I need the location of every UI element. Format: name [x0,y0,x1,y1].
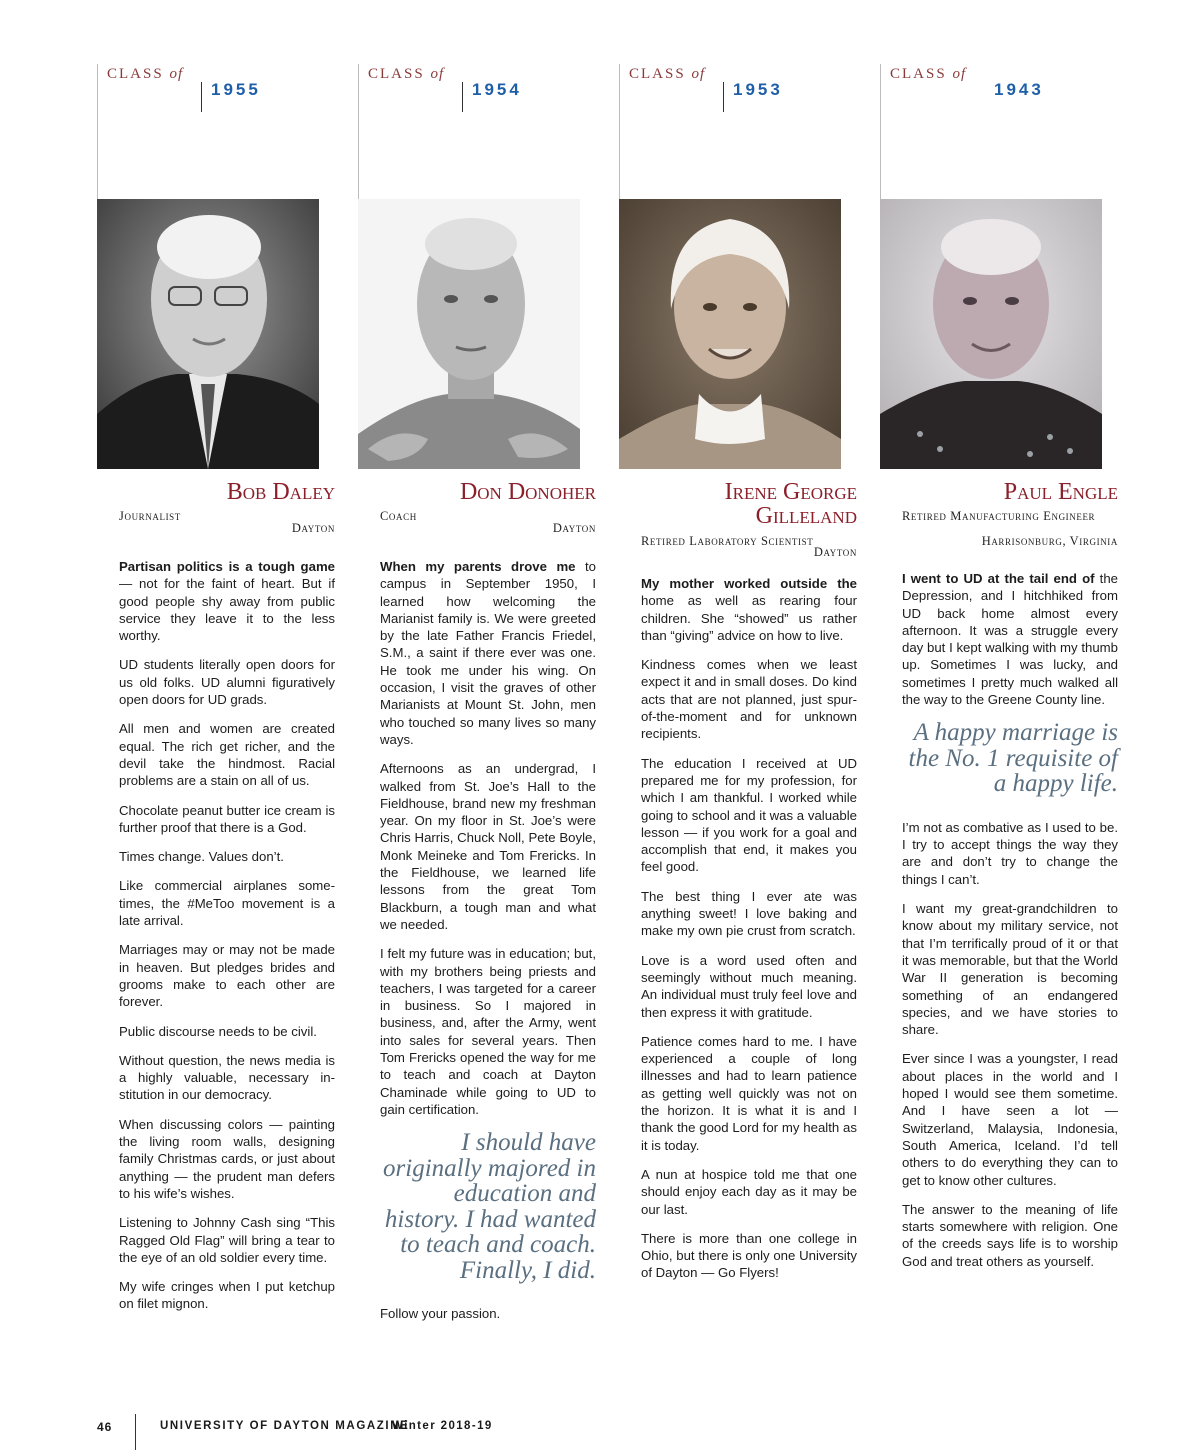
portrait-photo [358,199,580,469]
person-place: Dayton [552,521,596,535]
paragraph: Partisan politics is a tough game — not for the faint of heart. But if good people shy away from public service they leave it to the less worthy. [119,559,335,644]
portrait-irene-george-gilleland [619,199,841,469]
page-footer [0,1358,1200,1434]
issue-date: Winter 2018-19 [392,1420,493,1432]
footer-divider [135,1414,136,1450]
portrait-photo [97,199,319,469]
person-role: Journalist [119,509,181,523]
portrait-don-donoher [358,199,580,469]
paragraph: I felt my future was in education; but, with my brothers being priests and teachers, I was targeted for a career in business. So I majored in business, and, after the Army, went into sales for several years. Then Tom Frericks opened the way for me to teach and coach at Dayton Chaminade while going to UD to gain certification. [380,946,596,1117]
profile-text [641,575,857,1294]
paragraph: Chocolate peanut butter ice cream is further proof that there is a God. [119,802,335,835]
lead-in: Partisan politics is a tough game [119,559,335,574]
paragraph: Public discourse needs to be civil. [119,1023,317,1039]
pull-quote: I should have originally majored in education and history. I had wanted to teach and coach. Finally, I did. [383,1129,596,1284]
paragraph: Patience comes hard to me. I have experienced a couple of long illnesses and had to learn patience as getting well quickly was not on the horizon. It is what it is and I thank the good Lord for my health as it is today. [641,1033,857,1153]
lead-in: When my parents drove me [380,559,576,574]
paragraph: Kindness comes when we least expect it and in small doses. Do kind acts that are not planned, just spur-of-the-moment and for unknown recipients. [641,657,857,742]
column-divider [358,64,359,204]
paragraph: All men and women are created equal. The rich get richer, and the devil take the hindmost. Racial problems are a stain on all of us. [119,721,335,789]
paragraph: Like commercial airplanes some-times, the #MeToo movement is a late arrival. [119,878,335,929]
magazine-title: UNIVERSITY OF DAYTON MAGAZINE [160,1420,410,1432]
paragraph: The best thing I ever ate was anything sweet! I love baking and make my own pie crust from scratch. [641,888,857,939]
paragraph: A nun at hospice told me that one should enjoy each day as it may be our last. [641,1166,857,1217]
class-year: 1955 [211,80,261,99]
class-year-header [107,64,347,114]
portrait-paul-engle [880,199,1102,469]
class-label: CLASS of [107,66,184,82]
paragraph: I want my great-grandchildren to know about my military service, not that I’m terrifically proud of it or that it was memorable, but that the World War II generation is becoming something of an endangered species, and we have stories to share. [902,901,1118,1038]
paragraph: I’m not as combative as I used to be. I try to accept things the way they are and don’t try to change the things I can’t. [902,819,1118,887]
paragraph: Times change. Values don’t. [119,849,284,865]
person-name: Paul Engle [1003,479,1118,505]
class-year: 1943 [994,80,1044,99]
paragraph: Love is a word used often and seemingly without much meaning. An individual must truly feel love and then express it with gratitude. [641,952,857,1020]
person-place: Harrisonburg, Virginia [981,534,1118,548]
closing-line: Follow your passion. [380,1306,501,1322]
class-year: 1953 [733,80,783,99]
person-role: Coach [380,509,417,523]
column-divider [880,64,881,204]
class-label: CLASS of [629,66,706,82]
paragraph: UD students literally open doors for us old folks. UD alumni figuratively open doors for UD grads. [119,657,335,708]
person-name: Irene George Gilleland [724,479,857,529]
paragraph: The education I received at UD prepared me for my profession, for which I am thankful. I worked while going to school and it was a valuable lesson — if you work for a goal and accomplish that end, it makes you feel good. [641,755,857,875]
portrait-photo [619,199,841,469]
person-role: Retired Laboratory Scientist [641,534,814,548]
paragraph: Marriages may or may not be made in heaven. But pledges brides and grooms make to each other are forever. [119,942,335,1010]
paragraph: Afternoons as an undergrad, I walked from St. Joe’s Hall to the Fieldhouse, brand new my freshman year. On my floor in St. Joe’s were Chris Harris, Chuck Noll, Pete Boyle, Monk Meineke and Tom Frericks. In the Fieldhouse, we learned life lessons from the great Tom Blackburn, a tough man and what we needed. [380,761,596,932]
paragraph: I went to UD at the tail end of the Depression, and I hitchhiked from UD back home almost every afternoon. It was a struggle every day but I kept walking with my thumb up. Sometimes I was lucky, and sometimes I pretty much walked all the way to the Greene County line. [902,571,1118,708]
person-name: Don Donoher [459,479,596,505]
person-name: Bob Daley [226,479,335,505]
profile-text [119,558,335,1325]
paragraph: Listening to Johnny Cash sing “This Ragged Old Flag” will bring a tear to the eye of an old soldier every time. [119,1215,335,1265]
profile-text [380,558,596,1335]
person-place: Dayton [291,521,335,535]
profile-column-1953 [619,64,881,1334]
paragraph: My mother worked outside the home as well as rearing four children. She “showed” us rather than “giving” advice on how to live. [641,576,857,643]
profile-column-1955 [97,64,359,1334]
class-divider [201,82,202,112]
portrait-bob-daley [97,199,319,469]
column-divider [619,64,620,204]
paragraph: There is more than one college in Ohio, but there is only one University of Dayton — Go Flyers! [641,1230,857,1281]
paragraph: When discussing colors — painting the living room walls, designing family Christmas cards, or just about anything — the prudent man defers to his wife’s wishes. [119,1116,335,1201]
person-place: Dayton [813,545,857,559]
person-role: Retired Manufacturing Engineer [902,509,1096,523]
paragraph: Without question, the news media is a highly valuable, necessary in-stitution in our democracy. [119,1052,335,1103]
paragraph: Ever since I was a youngster, I read about places in the world and I hoped I would see them sometime. And I have seen a lot — Switzerland, Malaysia, Indonesia, South America, Iceland. I’d tell others to do everything they can to get to know other cultures. [902,1051,1118,1188]
profile-text [902,570,1118,1282]
class-divider [723,82,724,112]
pull-quote: A happy marriage is the No. 1 requisite of a happy life. [908,719,1118,798]
paragraph: The answer to the meaning of life starts somewhere with religion. One of the creeds says life is to worship God and treat others as yourself. [902,1201,1118,1269]
class-year-header [890,64,1130,114]
class-year: 1954 [472,80,522,99]
profile-column-1943 [880,64,1142,1334]
portrait-photo [880,199,1102,469]
page-number: 46 [97,1420,113,1434]
class-divider [462,82,463,112]
paragraph: My wife cringes when I put ketchup on filet mignon. [119,1279,335,1312]
column-divider [97,64,98,204]
class-label: CLASS of [890,66,967,82]
class-label: CLASS of [368,66,445,82]
lead-in: I went to UD at the tail end of [902,571,1095,586]
paragraph: When my parents drove me to campus in September 1950, I learned how welcoming the Marianist family is. We were greeted by the late Father Francis Friedel, S.M., a saint if there ever was one. He took me under his wing. On occasion, I visit the graves of other Marianists at Mount St. John, men who touched so many lives so many ways. [380,559,596,747]
class-year-header [368,64,608,114]
lead-in: My mother worked outside the [641,576,857,591]
profile-column-1954 [358,64,620,1334]
class-year-header [629,64,869,114]
